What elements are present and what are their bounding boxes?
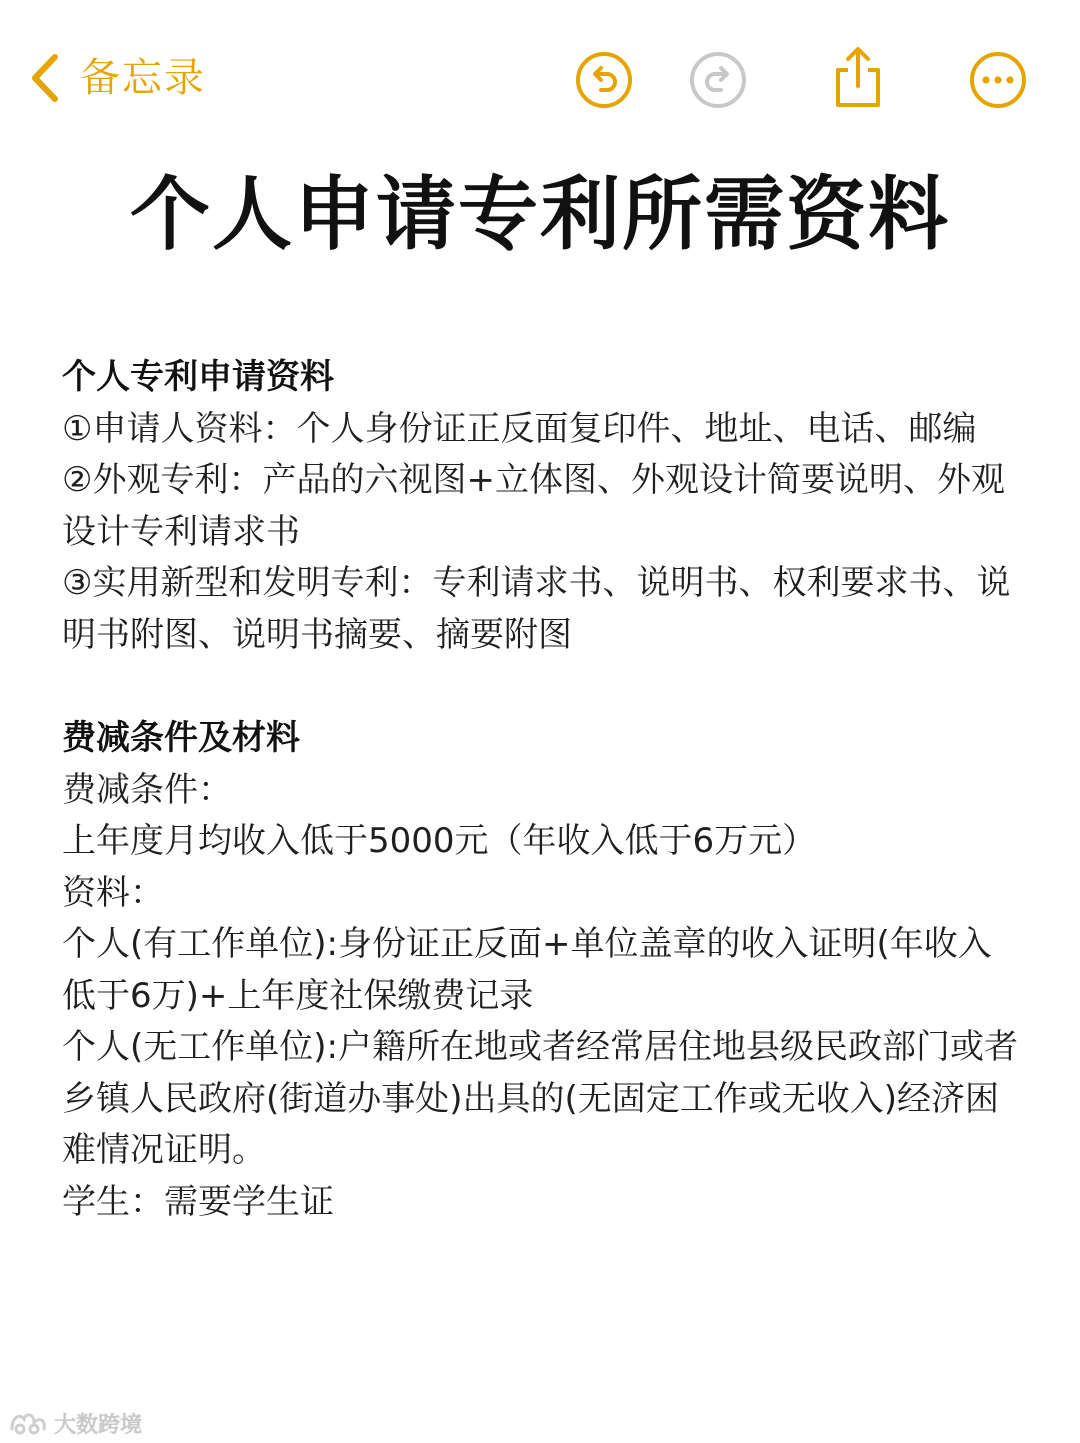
note-line: ③实用新型和发明专利：专利请求书、说明书、权利要求书、说明书附图、说明书摘要、摘要附图 [62,563,1011,655]
blank-line [62,661,1022,713]
back-label: 备忘录 [80,55,206,101]
note-line: ②外观专利：产品的六视图+立体图、外观设计简要说明、外观设计专利请求书 [62,460,1005,552]
redo-button[interactable] [688,50,748,110]
back-button[interactable] [28,48,206,108]
watermark-logo-icon [8,1409,54,1437]
watermark-text: 大数跨境 [54,1412,143,1438]
share-button[interactable] [828,44,888,110]
redo-icon [688,50,748,110]
watermark [8,1406,142,1440]
note-line: ①申请人资料：个人身份证正反面复印件、地址、电话、邮编 [62,408,977,449]
section-heading: 费减条件及材料 [62,718,300,758]
more-button[interactable] [968,50,1028,110]
note-title: 个人申请专利所需资料 [130,168,950,261]
more-icon [968,50,1028,110]
chevron-left-icon [28,52,62,104]
note-line: 费减条件： [62,769,232,810]
share-icon [828,44,888,110]
note-line: 资料： [62,872,164,913]
undo-button[interactable] [574,50,634,110]
note-line: 个人(有工作单位):身份证正反面+单位盖章的收入证明(年收入低于6万)+上年度社保缴费记录 [62,924,992,1016]
note-line: 学生：需要学生证 [62,1181,334,1222]
note-line: 上年度月均收入低于5000元（年收入低于6万元） [62,821,817,861]
note-body[interactable] [62,352,1022,1228]
navigation-bar [0,0,1080,150]
note-line: 个人(无工作单位):户籍所在地或者经常居住地县级民政部门或者乡镇人民政府(街道办事处)出具的(无固定工作或无收入)经济困难情况证明。 [62,1027,1018,1170]
section-heading: 个人专利申请资料 [62,357,334,397]
undo-icon [574,50,634,110]
